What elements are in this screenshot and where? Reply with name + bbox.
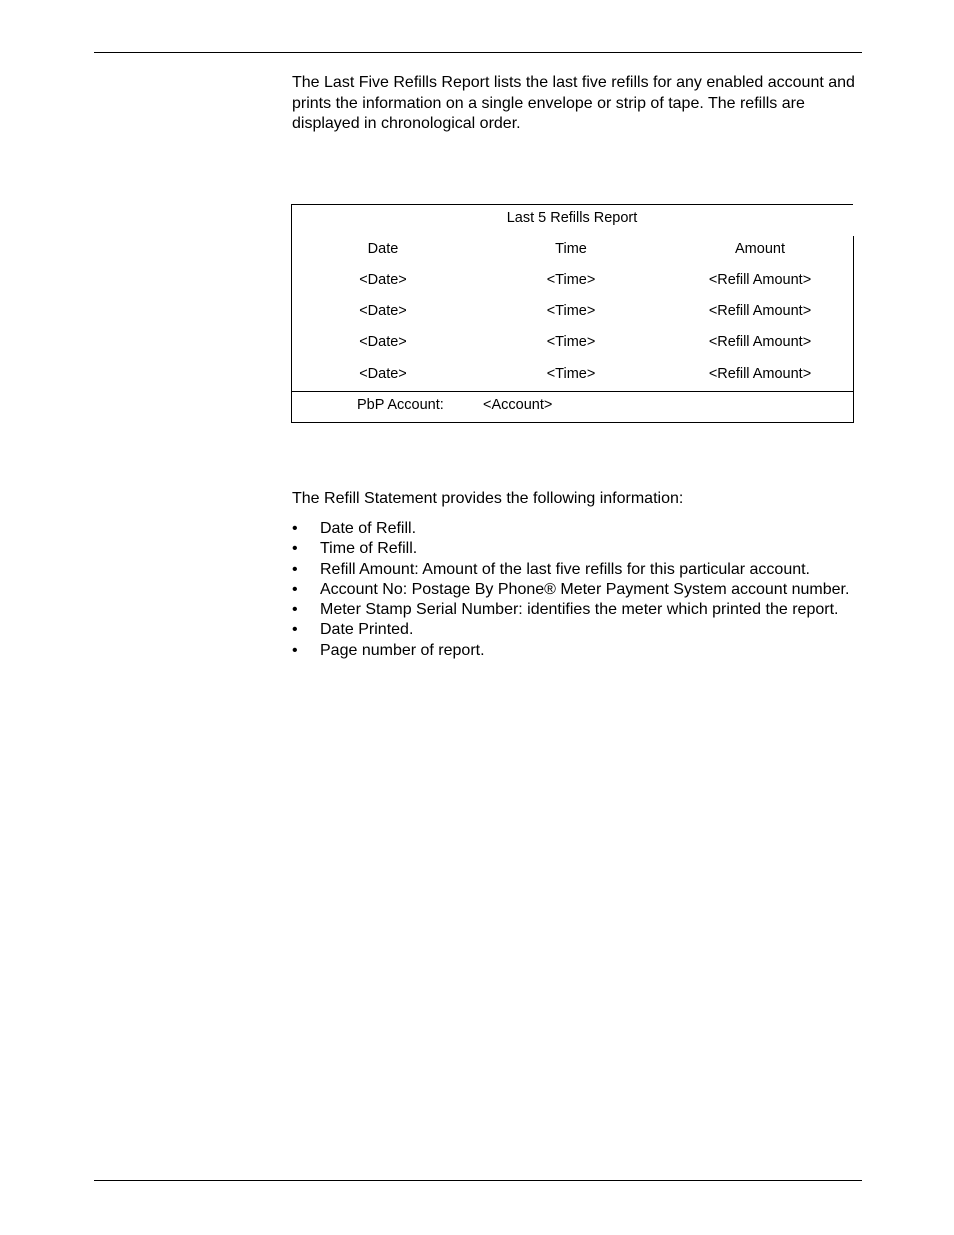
- row-amount: <Refill Amount>: [708, 272, 812, 288]
- report-border-top: [291, 204, 853, 205]
- report-row: [291, 365, 853, 383]
- bullet-icon: •: [292, 540, 298, 558]
- row-time: <Time>: [546, 366, 596, 382]
- report-title: Last 5 Refills Report: [506, 210, 638, 226]
- bullet-icon: •: [292, 601, 298, 619]
- report-row: [291, 333, 853, 351]
- report-header-row: [291, 240, 853, 258]
- list-item-text: Account No: Postage By Phone® Meter Payment System account number.: [320, 580, 850, 598]
- report-divider: [291, 391, 853, 392]
- refills-report-sample: [291, 204, 853, 422]
- list-item: [292, 519, 858, 539]
- header-amount: Amount: [735, 241, 785, 257]
- report-row: [291, 271, 853, 289]
- report-border-right: [853, 236, 854, 422]
- list-item: [292, 641, 858, 661]
- list-item: [292, 600, 858, 620]
- list-item-text: Meter Stamp Serial Number: identifies the meter which printed the report.: [320, 601, 839, 619]
- bullet-icon: •: [292, 520, 298, 537]
- row-date: <Date>: [359, 334, 407, 350]
- list-item: [292, 560, 858, 580]
- row-date: <Date>: [359, 272, 407, 288]
- row-time: <Time>: [546, 334, 596, 350]
- list-item-text: Time of Refill.: [320, 540, 418, 558]
- report-border-bottom: [291, 422, 854, 423]
- bullet-icon: •: [292, 560, 298, 578]
- list-item: [292, 539, 858, 559]
- statement-intro: The Refill Statement provides the following information:: [292, 490, 684, 507]
- row-time: <Time>: [546, 303, 596, 319]
- bullet-icon: •: [292, 621, 298, 639]
- bullet-icon: •: [292, 580, 298, 598]
- bullet-icon: •: [292, 641, 298, 659]
- row-date: <Date>: [359, 303, 407, 319]
- statement-info-list: [292, 519, 858, 661]
- header-rule: [94, 52, 862, 53]
- header-date: Date: [367, 241, 399, 257]
- intro-paragraph: The Last Five Refills Report lists the last five refills for any enabled account and prints the information on a single envelope or strip of tape. The refills are displayed in chronological order.: [292, 74, 855, 132]
- row-time: <Time>: [546, 272, 596, 288]
- row-amount: <Refill Amount>: [708, 334, 812, 350]
- list-item-text: Page number of report.: [320, 641, 485, 659]
- list-item: [292, 580, 858, 600]
- list-item: [292, 620, 858, 640]
- list-item-text: Date Printed.: [320, 621, 414, 639]
- list-item-text: Date of Refill.: [320, 520, 417, 537]
- row-amount: <Refill Amount>: [708, 303, 812, 319]
- header-time: Time: [555, 241, 587, 257]
- row-date: <Date>: [359, 366, 407, 382]
- row-amount: <Refill Amount>: [708, 366, 812, 382]
- account-value: <Account>: [483, 397, 553, 413]
- account-label: PbP Account:: [357, 397, 444, 413]
- report-row: [291, 302, 853, 320]
- list-item-text: Refill Amount: Amount of the last five refills for this particular account.: [320, 560, 810, 578]
- footer-rule: [94, 1180, 862, 1181]
